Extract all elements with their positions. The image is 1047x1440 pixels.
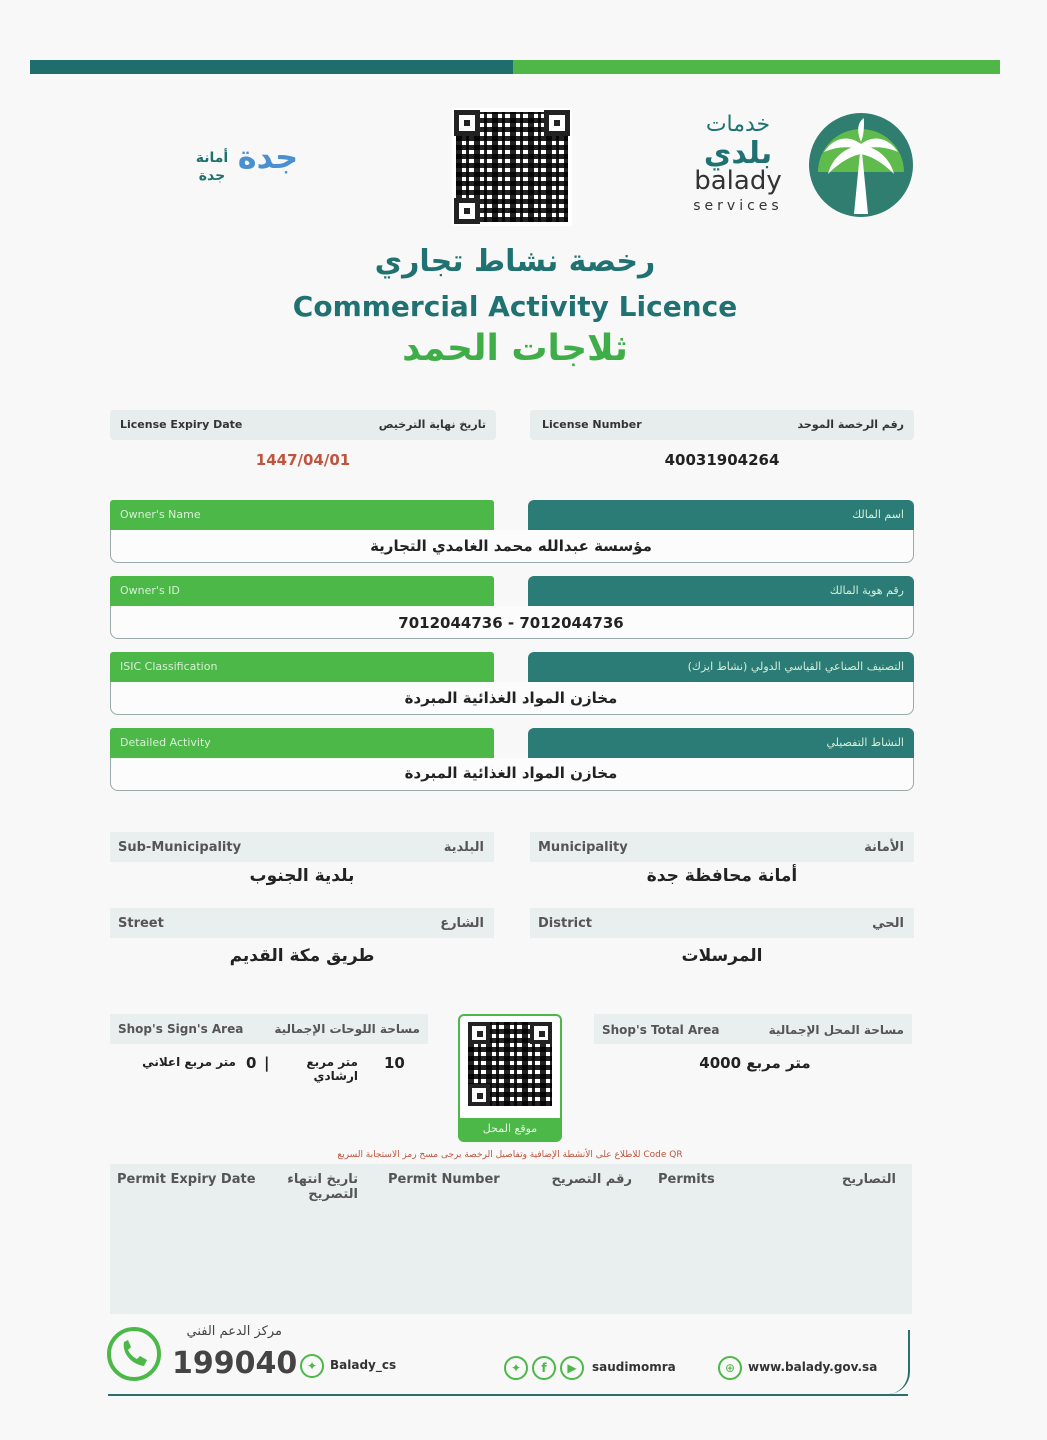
owner-name-label-en: Owner's Name <box>120 508 201 521</box>
qr-caption: موقع المحل <box>460 1118 560 1140</box>
district-value: المرسلات <box>681 946 763 966</box>
sign-unit-2: متر مربع اعلاني <box>142 1055 236 1069</box>
amana-logo-text: أمانة <box>195 150 229 166</box>
permit-expiry-label-en: Permit Expiry Date <box>117 1172 256 1187</box>
youtube-icon[interactable]: ▶ <box>560 1356 584 1380</box>
sub-municipality-value: بلدية الجنوب <box>249 866 355 886</box>
owner-id-label-en: Owner's ID <box>120 584 180 597</box>
phone-icon <box>106 1326 162 1382</box>
twitter-icon[interactable]: ✦ <box>300 1354 324 1378</box>
municipality-value: أمانة محافظة جدة <box>646 866 798 886</box>
activity-label-en: Detailed Activity <box>120 736 211 749</box>
social-handle[interactable]: saudimomra <box>592 1360 676 1374</box>
sign-value-1: 10 <box>384 1054 405 1072</box>
owner-name-label-ar: اسم المالك <box>852 508 904 521</box>
twitter-handle[interactable]: Balady_cs <box>330 1358 397 1372</box>
total-area-label-ar: مساحة المحل الإجمالية <box>768 1023 904 1037</box>
permits-label-ar: التصاريح <box>841 1172 896 1187</box>
street-label-en: Street <box>118 916 164 931</box>
district-label-en: District <box>538 916 592 931</box>
shop-name: ثلاجات الحمد <box>402 328 628 369</box>
expiry-label-ar: تاريخ نهاية الترخيص <box>378 418 486 431</box>
license-number-label-ar: رقم الرخصة الموحد <box>797 418 904 431</box>
activity-value: مخازن المواد الغذائية المبردة <box>404 764 618 782</box>
permit-number-label-en: Permit Number <box>388 1172 500 1187</box>
amana-logo-glyph: جدة <box>237 138 299 176</box>
total-area-value: 4000 متر مربع <box>699 1054 811 1072</box>
municipality-label-en: Municipality <box>538 840 628 855</box>
owner-id-value: 7012044736 - 7012044736 <box>398 614 624 632</box>
isic-label-en: ISIC Classification <box>120 660 218 673</box>
sign-divider: | <box>264 1054 270 1072</box>
sign-area-label-ar: مساحة اللوحات الإجمالية <box>274 1022 420 1036</box>
top-color-bar <box>30 60 1000 74</box>
isic-label-ar: التصنيف الصناعي القياسي الدولي (نشاط ايزك) <box>687 660 904 673</box>
owner-id-label-ar: رقم هوية المالك <box>829 584 904 597</box>
title-ar: رخصة نشاط تجاري <box>374 244 656 279</box>
balady-services-text: services <box>693 198 783 214</box>
sub-municipality-label-ar: البلدية <box>443 840 484 855</box>
amana-logo-text-2: جدة <box>198 168 226 184</box>
isic-value: مخازن المواد الغذائية المبردة <box>404 689 618 707</box>
footer-line <box>108 1394 908 1396</box>
street-value: طريق مكة القديم <box>229 946 375 966</box>
sign-value-2: 0 <box>246 1054 257 1072</box>
support-label: مركز الدعم الفني <box>186 1324 282 1339</box>
license-number-value: 40031904264 <box>664 451 780 469</box>
district-label-ar: الحي <box>872 916 904 931</box>
total-area-label-en: Shop's Total Area <box>602 1023 720 1037</box>
permit-expiry-label-ar: تاريخ انتهاء التصريح <box>287 1172 358 1202</box>
qr-note: للاطلاع على الأنشطة الإضافية وتفاصيل الرخصة يرجى مسح رمز الاستجابة السريع Code QR <box>337 1150 683 1160</box>
twitter-social-icon[interactable]: ✦ <box>504 1356 528 1380</box>
owner-name-value: مؤسسة عبدالله محمد الغامدي التجارية <box>370 537 652 555</box>
balady-palm-icon <box>808 112 914 218</box>
sign-unit-1: متر مربع ارشادي <box>306 1055 358 1083</box>
permit-number-label-ar: رقم التصريح <box>551 1172 632 1187</box>
expiry-label-en: License Expiry Date <box>120 418 243 431</box>
expiry-value: 1447/04/01 <box>255 451 351 469</box>
title-en: Commercial Activity Licence <box>292 290 738 323</box>
sign-area-label-en: Shop's Sign's Area <box>118 1022 244 1036</box>
municipality-label-ar: الأمانة <box>864 840 904 855</box>
website-link[interactable]: www.balady.gov.sa <box>748 1360 878 1374</box>
activity-label-ar: النشاط التفصيلي <box>826 736 904 749</box>
balady-en-logo: balady <box>694 166 782 196</box>
location-qr-frame[interactable] <box>458 1014 562 1142</box>
support-phone[interactable]: 199040 <box>172 1346 298 1381</box>
facebook-icon[interactable]: f <box>532 1356 556 1380</box>
permits-label-en: Permits <box>658 1172 715 1187</box>
balady-ar-main: بلدي <box>703 136 773 171</box>
sub-municipality-label-en: Sub-Municipality <box>118 840 242 855</box>
balady-ar-top: خدمات <box>705 112 771 137</box>
globe-icon: ⊕ <box>718 1356 742 1380</box>
top-qr-code[interactable] <box>452 108 572 226</box>
license-number-label-en: License Number <box>542 418 642 431</box>
street-label-ar: الشارع <box>440 916 484 931</box>
